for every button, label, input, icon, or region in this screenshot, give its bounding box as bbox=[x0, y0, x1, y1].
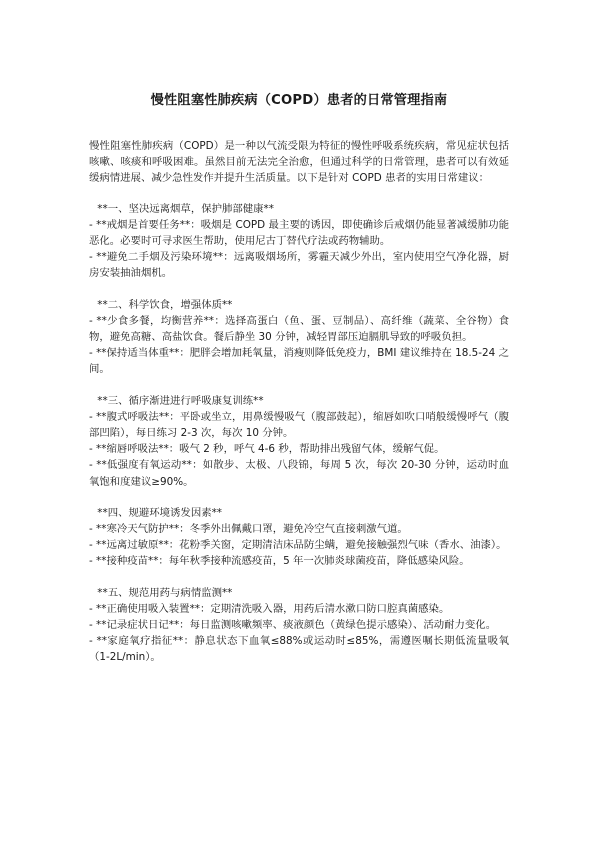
document-title: 慢性阻塞性肺疾病（COPD）患者的日常管理指南 bbox=[150, 93, 448, 108]
list-item: - **家庭氧疗指征**：静息状态下血氧≤88%或运动时≤85%，需遵医嘱长期低流量吸氧（1-2L/min）。 bbox=[89, 635, 509, 664]
section-heading: **五、规范用药与病情监测** bbox=[94, 586, 233, 599]
list-item: - **记录症状日记**：每日监测咳嗽频率、痰液颜色（黄绿色提示感染）、活动耐力变化。 bbox=[89, 619, 497, 632]
section-medication bbox=[89, 585, 509, 666]
list-item: - **避免二手烟及污染环境**：远离吸烟场所，雾霾天减少外出，室内使用空气净化器，厨房安装抽油烟机。 bbox=[89, 251, 509, 280]
list-item: - **戒烟是首要任务**：吸烟是 COPD 最主要的诱因，即使确诊后戒烟仍能显著减缓肺功能恶化。必要时可寻求医生帮助，使用尼古丁替代疗法或药物辅助。 bbox=[89, 218, 509, 248]
list-item: - **腹式呼吸法**：平卧或坐立，用鼻缓慢吸气（腹部鼓起），缩唇如吹口哨般缓慢呼气（腹部凹陷），每日练习 2-3 次，每次 10 分钟。 bbox=[89, 410, 509, 440]
section-heading: **二、科学饮食，增强体质** bbox=[94, 298, 233, 311]
section-environment bbox=[89, 505, 509, 570]
section-heading: **四、规避环境诱发因素** bbox=[94, 506, 222, 519]
list-item: - **寒冷天气防护**：冬季外出佩戴口罩，避免冷空气直接刺激气道。 bbox=[89, 523, 408, 536]
intro-paragraph: 慢性阻塞性肺疾病（COPD）是一种以气流受限为特征的慢性呼吸系统疾病，常见症状包括咳嗽、咳痰和呼吸困难。虽然目前无法完全治愈，但通过科学的日常管理，患者可以有效延缓病情进展、减少急性发作并提升生活质量。以下是针对 COPD 患者的实用日常建议： bbox=[89, 140, 509, 185]
section-breathing-training bbox=[89, 393, 509, 490]
list-item: - **低强度有氧运动**：如散步、太极、八段锦，每周 5 次，每次 20-30 分钟，运动时血氧饱和度建议≥90%。 bbox=[89, 459, 509, 488]
list-item: - **正确使用吸入装置**：定期清洗吸入器，用药后清水漱口防口腔真菌感染。 bbox=[89, 602, 450, 615]
list-item: - **少食多餐，均衡营养**：选择高蛋白（鱼、蛋、豆制品）、高纤维（蔬菜、全谷物）食物，避免高糖、高盐饮食。餐后静坐 30 分钟，减轻胃部压迫膈肌导致的呼吸负担。 bbox=[89, 314, 509, 344]
section-quit-smoking bbox=[89, 201, 509, 282]
section-heading: **一、坚决远离烟草，保护肺部健康** bbox=[94, 202, 274, 215]
section-diet bbox=[89, 297, 509, 378]
list-item: - **缩唇呼吸法**：吸气 2 秒，呼气 4-6 秒，帮助排出残留气体，缓解气促。 bbox=[89, 443, 445, 456]
document-page bbox=[89, 92, 509, 681]
list-item: - **保持适当体重**：肥胖会增加耗氧量，消瘦则降低免疫力，BMI 建议维持在 18.5-24 之间。 bbox=[89, 347, 509, 376]
list-item: - **远离过敏原**：花粉季关窗，定期清洁床品防尘螨，避免接触强烈气味（香水、油漆）。 bbox=[89, 539, 507, 552]
section-heading: **三、循序渐进进行呼吸康复训练** bbox=[94, 394, 264, 407]
list-item: - **接种疫苗**：每年秋季接种流感疫苗，5 年一次肺炎球菌疫苗，降低感染风险。 bbox=[89, 555, 470, 568]
